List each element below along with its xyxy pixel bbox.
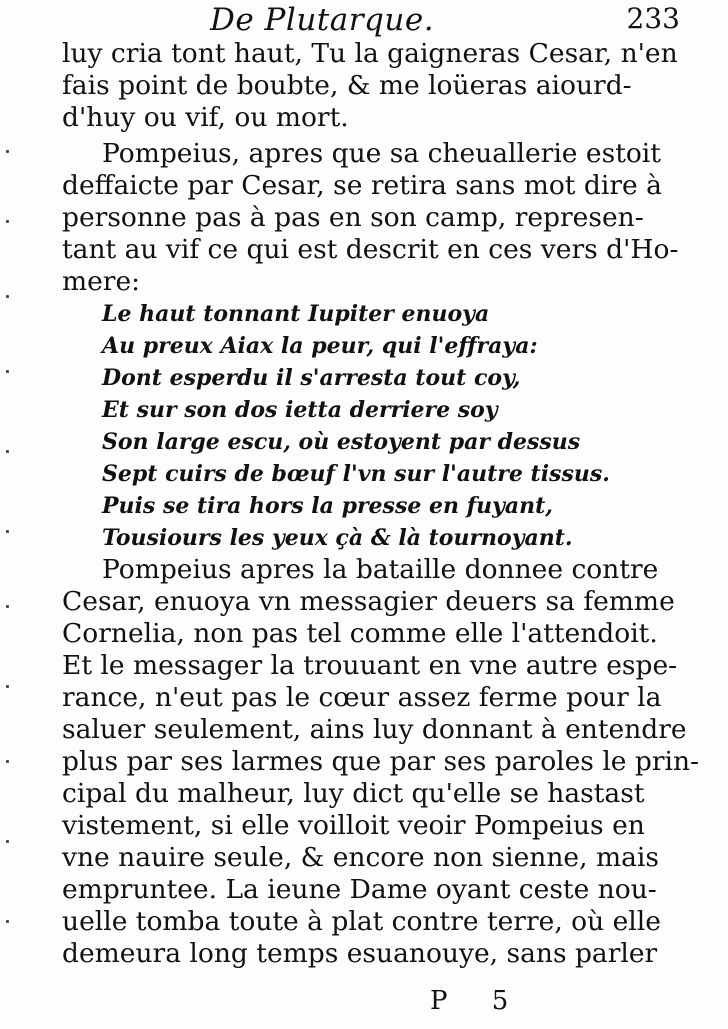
main-text [62,38,700,970]
verse-line: Tousiours les yeux çà & là tournoyant. [102,525,573,551]
text-line: vistement, si elle voilloit veoir Pompeius en [62,810,645,841]
verse-line: Sept cuirs de bœuf l'vn sur l'autre tissus. [102,461,610,487]
verse-line: Dont esperdu il s'arresta tout coy, [102,365,521,391]
text-line: tant au vif ce qui est descrit en ces vers d'Ho- [62,234,679,265]
text-line: saluer seulement, ains luy donnant à entendre [62,714,687,745]
text-line: mere: [62,266,141,297]
text-line: Cesar, enuoya vn messagier deuers sa femme [62,586,675,617]
text-line: Cornelia, non pas tel comme elle l'attendoit. [62,618,658,649]
running-header [60,2,680,42]
text-line: deffaicte par Cesar, se retira sans mot dire à [62,170,662,201]
text-line: luy cria tont haut, Tu la gaigneras Cesar, n'en [62,38,678,69]
text-line: uelle tomba toute à plat contre terre, où elle [62,906,661,937]
page-number: 233 [626,2,680,35]
text-line: personne pas à pas en son camp, represen- [62,202,644,233]
verse-line: Puis se tira hors la presse en fuyant, [102,493,553,519]
verse-line: Et sur son dos ietta derriere soy [102,397,498,423]
text-line: fais point de boubte, & me loüeras aiourd- [62,70,632,101]
text-line: Pompeius apres la bataille donnee contre [102,554,659,585]
verse-line: Le haut tonnant Iupiter enuoya [102,301,490,327]
text-line: d'huy ou vif, ou mort. [62,102,349,133]
text-line: Et le messager la trouuant en vne autre espe- [62,650,678,681]
text-line: vne nauire seule, & encore non sienne, mais [62,842,659,873]
text-line: empruntee. La ieune Dame oyant ceste nou- [62,874,657,905]
text-line: cipal du malheur, luy dict qu'elle se hastast [62,778,645,809]
text-line: rance, n'eut pas le cœur assez ferme pour la [62,682,662,713]
text-line: plus par ses larmes que par ses paroles le prin- [62,746,700,777]
gutter-marks [6,150,12,1000]
running-title: De Plutarque. [210,2,435,38]
text-line: demeura long temps esuanouye, sans parler [62,938,658,969]
signature-mark: P 5 [430,986,527,1016]
verse-line: Au preux Aiax la peur, qui l'effraya: [102,333,538,359]
verse-line: Son large escu, où estoyent par dessus [102,429,581,455]
text-line: Pompeius, apres que sa cheuallerie estoit [102,138,661,169]
